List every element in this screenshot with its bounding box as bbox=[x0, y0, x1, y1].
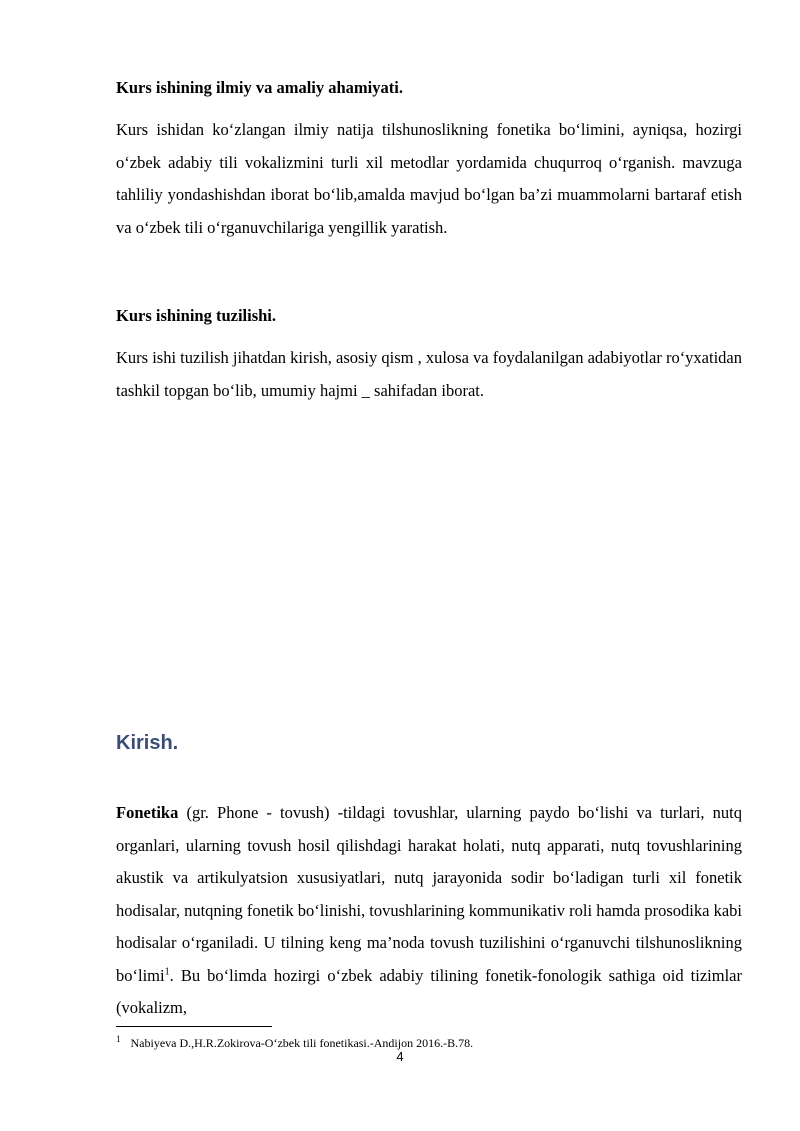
section-heading-kirish: Kirish. bbox=[116, 732, 179, 754]
paragraph-significance: Kurs ishidan ko‘zlangan ilmiy natija tilshunoslikning fonetika bo‘limini, ayniqsa, hozirgi o‘zbek adabiy tili vokalizmini turli xil metodlar yordamida chuqurroq o‘rganish. mavzuga tahliliy yondashishdan iborat bo‘lib,amalda mavjud bo‘lgan ba’zi muammolarni bartaraf etish va o‘zbek tili o‘rganuvchilariga yengillik yaratish. bbox=[116, 120, 742, 237]
paragraph-fonetika bbox=[116, 797, 742, 1023]
paragraph-structure: Kurs ishi tuzilish jihatdan kirish, asosiy qism , xulosa va foydalanilgan adabiyotlar ro‘yxatidan tashkil topgan bo‘lib, umumiy hajmi _ sahifadan iborat. bbox=[116, 348, 742, 400]
fonetika-text-part1: (gr. Phone - tovush) -tildagi tovushlar, ularning paydo bo‘lishi va turlari, nutq organlari, ularning tovush hosil qilishdagi harakat holati, nutq apparati, nutq tovushlarining akustik va artikulyatsion xususiyatlari, nutq jarayonida sodir bo‘ladigan turli xil fonetik hodisalar, nutqning fonetik bo‘linishi, tovushlarining kommunikativ roli hamda prosodika kabi hodisalar o‘rganiladi. U tilning keng ma’noda tovush tuzilishini o‘rganuvchi tilshunoslikning bo‘limi bbox=[116, 803, 742, 985]
footnote-reference[interactable]: 1 bbox=[164, 966, 170, 977]
footnote bbox=[116, 1032, 473, 1050]
page-number: 4 bbox=[396, 1049, 404, 1064]
footnote-number: 1 bbox=[116, 1034, 121, 1044]
footnote-text: Nabiyeva D.,H.R.Zokirova-O‘zbek tili fonetikasi.-Andijon 2016.-B.78. bbox=[130, 1036, 474, 1050]
section-heading-significance: Kurs ishining ilmiy va amaliy ahamiyati. bbox=[116, 78, 403, 97]
term-fonetika: Fonetika bbox=[116, 803, 179, 822]
footnote-separator bbox=[116, 1026, 272, 1027]
fonetika-text-part2: . Bu bo‘limda hozirgi o‘zbek adabiy tilining fonetik-fonologik sathiga oid tizimlar (vokalizm, bbox=[116, 965, 742, 1017]
section-heading-structure: Kurs ishining tuzilishi. bbox=[116, 306, 277, 325]
